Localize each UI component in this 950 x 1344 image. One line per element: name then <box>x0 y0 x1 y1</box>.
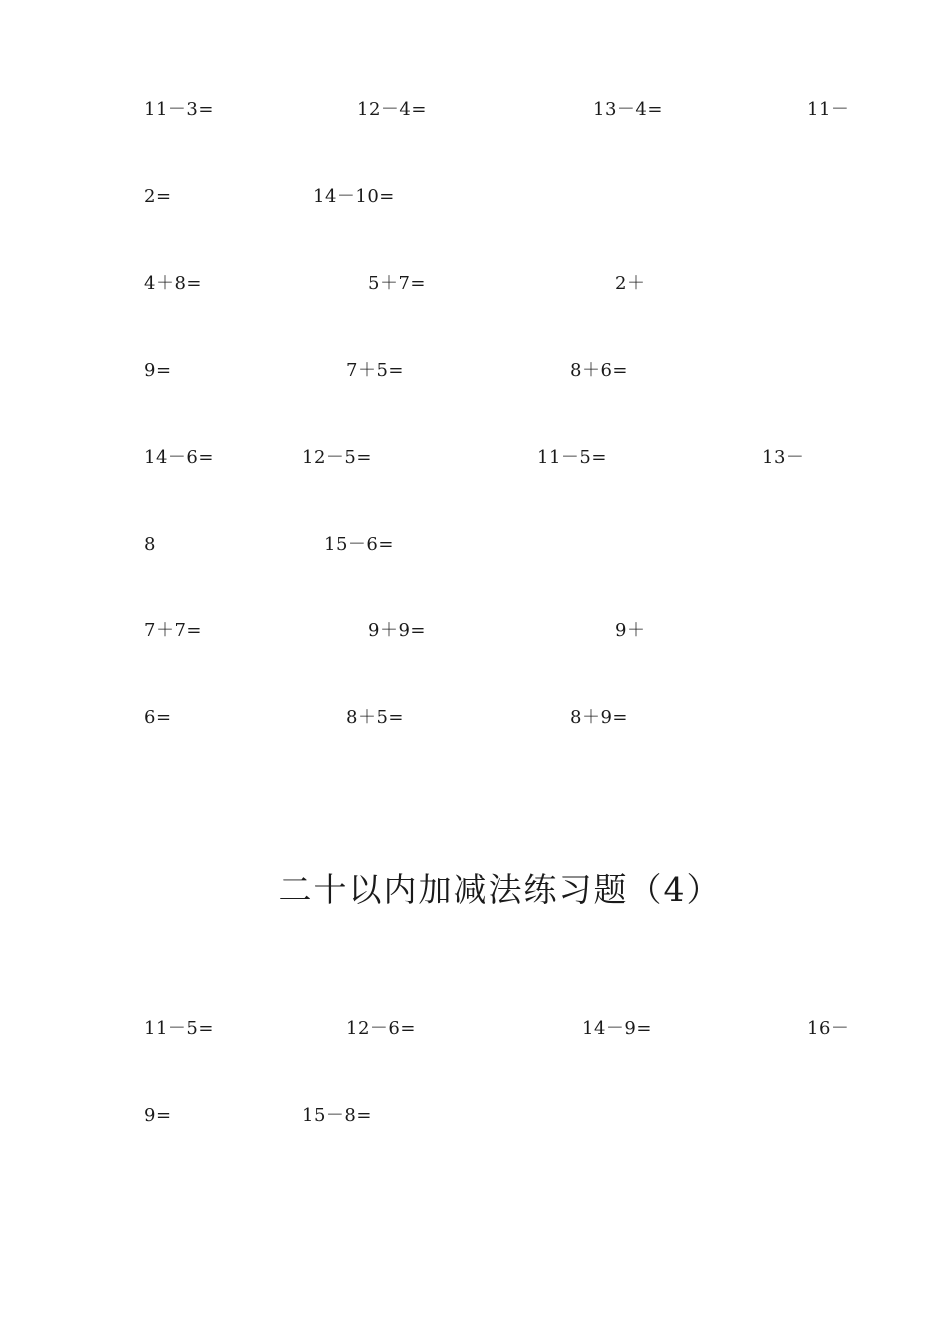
problem: 12－6= <box>346 1018 416 1039</box>
problem: 8＋5= <box>346 707 404 728</box>
problem: 11－ <box>807 99 850 120</box>
problem: 5＋7= <box>368 273 426 294</box>
problem: 2= <box>144 186 172 207</box>
problem: 16－ <box>807 1018 850 1039</box>
section-title: 二十以内加减法练习题（4） <box>278 870 722 909</box>
problem: 11－5= <box>144 1018 214 1039</box>
problem: 14－9= <box>582 1018 652 1039</box>
problem: 8＋6= <box>570 360 628 381</box>
problem: 11－3= <box>144 99 214 120</box>
problem: 12－4= <box>357 99 427 120</box>
problem: 12－5= <box>302 447 372 468</box>
problem: 7＋5= <box>346 360 404 381</box>
problem: 9= <box>144 360 172 381</box>
problem: 6= <box>144 707 172 728</box>
problem: 8＋9= <box>570 707 628 728</box>
problem: 11－5= <box>537 447 607 468</box>
problem: 14－6= <box>144 447 214 468</box>
problem: 7＋7= <box>144 620 202 641</box>
problem: 9＋9= <box>368 620 426 641</box>
problem: 4＋8= <box>144 273 202 294</box>
problem: 14－10= <box>313 186 395 207</box>
problem: 15－8= <box>302 1105 372 1126</box>
problem: 8 <box>144 534 156 555</box>
problem: 2＋ <box>615 273 646 294</box>
problem: 15－6= <box>324 534 394 555</box>
problem: 9= <box>144 1105 172 1126</box>
problem: 9＋ <box>615 620 646 641</box>
problem: 13－ <box>762 447 805 468</box>
problem: 13－4= <box>593 99 663 120</box>
